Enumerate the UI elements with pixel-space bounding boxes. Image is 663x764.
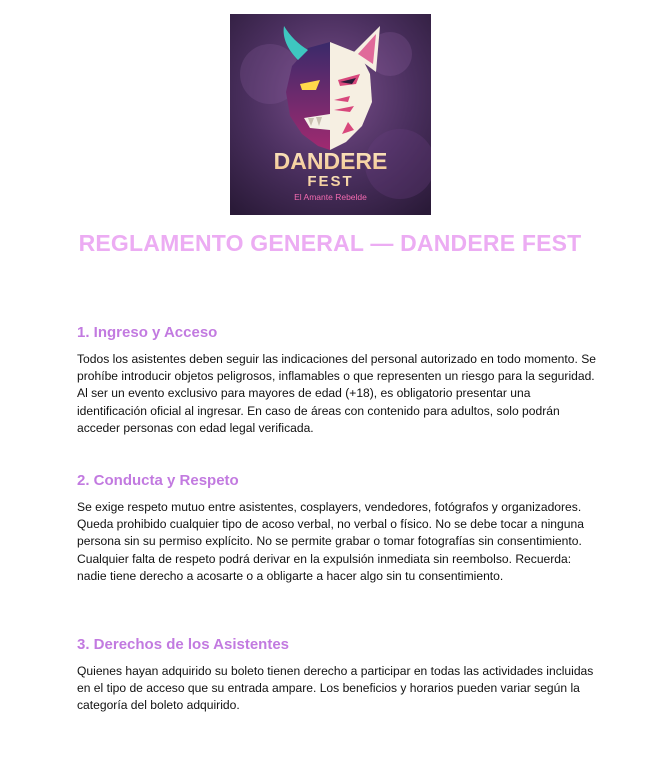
section-derechos-asistentes — [77, 636, 597, 715]
section-body: Quienes hayan adquirido su boleto tienen derecho a participar en todas las actividades incluidas en el tipo de acceso que su entrada ampare. Los beneficios y horarios pueden variar según la categoría del boleto adquirido. — [77, 664, 594, 713]
section-body: Se exige respeto mutuo entre asistentes, cosplayers, vendedores, fotógrafos y organizadores. Queda prohibido cualquier tipo de acoso verbal, no verbal o físico. No se debe tocar a ninguna persona sin su permiso explícito. No se permite grabar o tomar fotografías sin consentimiento. Cualquier falta de respeto podrá derivar en la expulsión inmediata sin reembolso. Recuerda: nadie tiene derecho a acosarte o a obligarte a hacer algo sin tu consentimiento. — [77, 500, 584, 583]
section-heading: 1. Ingreso y Acceso — [77, 324, 218, 341]
section-heading: 2. Conducta y Respeto — [77, 472, 239, 489]
logo-name-line1: DANDERE — [273, 148, 388, 174]
logo-artwork — [230, 14, 431, 215]
document-title: REGLAMENTO GENERAL — DANDERE FEST — [78, 230, 582, 256]
logo-name-line2: FEST — [307, 173, 354, 190]
section-conducta-respeto — [77, 472, 597, 585]
logo-tagline: El Amante Rebelde — [294, 192, 367, 202]
section-ingreso-acceso — [77, 324, 597, 437]
section-body: Todos los asistentes deben seguir las indicaciones del personal autorizado en todo momento. Se prohíbe introducir objetos peligrosos, inflamables o que representen un riesgo para la seguridad. Al ser un evento exclusivo para mayores de edad (+18), es obligatorio presentar una identificación oficial al ingresar. En caso de áreas con contenido para adultos, solo podrán acceder personas con edad legal verificada. — [77, 352, 597, 435]
section-heading: 3. Derechos de los Asistentes — [77, 636, 290, 653]
event-logo — [230, 14, 431, 215]
